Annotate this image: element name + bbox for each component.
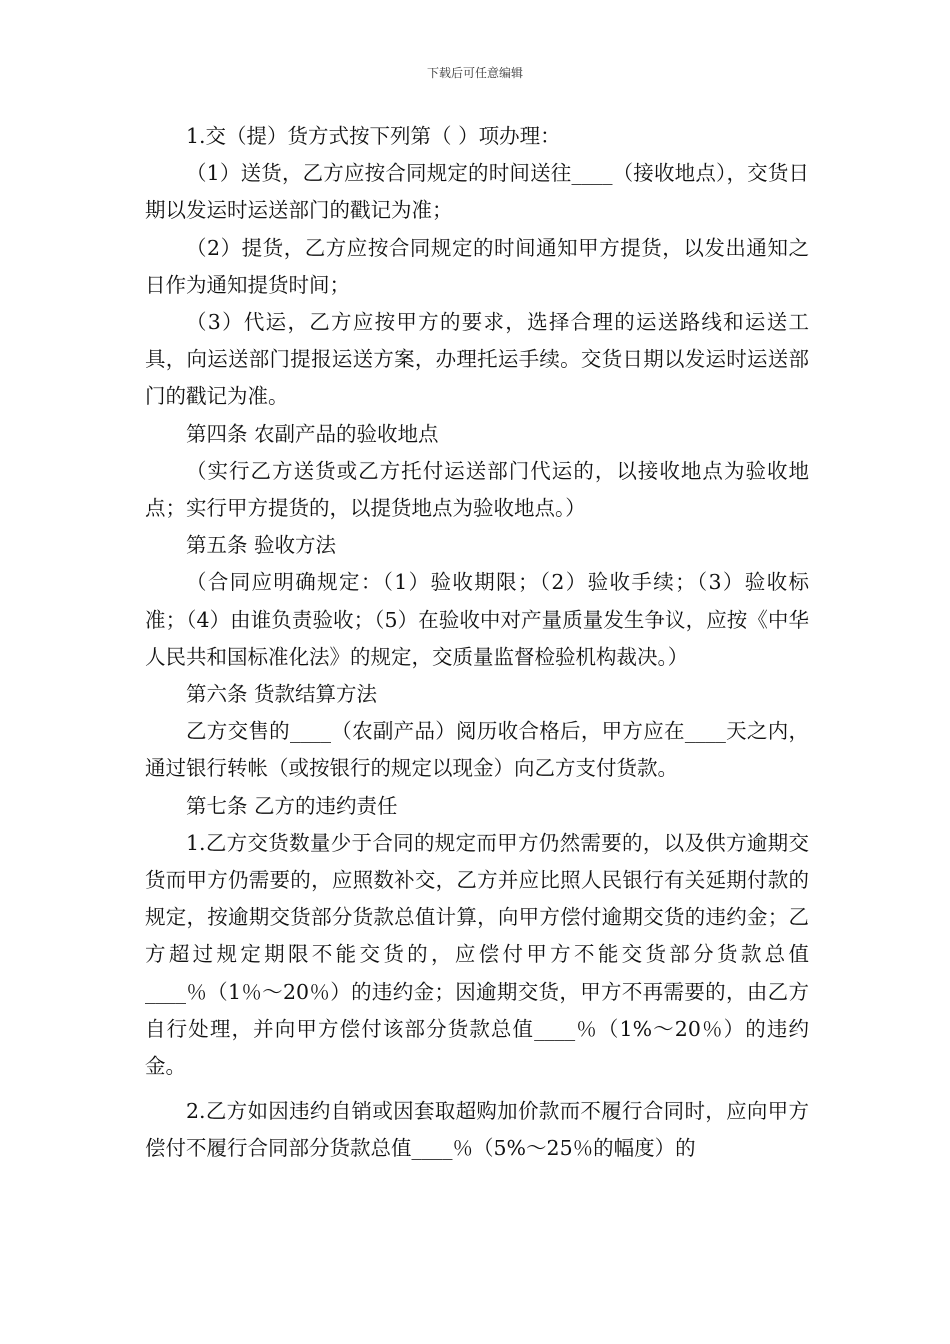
document-body — [145, 118, 809, 1168]
article-7-item-1: 1.乙方交货数量少于合同的规定而甲方仍然需要的，以及供方逾期交货而甲方仍需要的，应照数补交，乙方并应比照人民银行有关延期付款的规定，按逾期交货部分货款总值计算，向甲方偿付逾期交货的违约金；乙方超过规定期限不能交货的，应偿付甲方不能交货部分货款总值____％（1％～20％）的违约金；因逾期交货，甲方不再需要的，由乙方自行处理，并向甲方偿付该部分货款总值____％（1%～20％）的违约金。 — [145, 830, 809, 1079]
clause-delivery-option-2: （2）提货，乙方应按合同规定的时间通知甲方提货，以发出通知之日作为通知提货时间； — [145, 235, 809, 297]
article-4-body: （实行乙方送货或乙方托付运送部门代运的，以接收地点为验收地点；实行甲方提货的，以提货地点为验收地点。） — [145, 458, 809, 521]
article-6-body: 乙方交售的____（农副产品）阅历收合格后，甲方应在____天之内，通过银行转帐（或按银行的规定以现金）向乙方支付货款。 — [145, 719, 809, 781]
article-7-item-2: 2.乙方如因违约自销或因套取超购加价款而不履行合同时，应向甲方偿付不履行合同部分货款总值____％（5%～25％的幅度）的 — [145, 1099, 809, 1161]
article-4-heading: 第四条 农副产品的验收地点 — [186, 421, 439, 446]
clause-delivery-option-1: （1）送货，乙方应按合同规定的时间送往____（接收地点），交货日期以发运时运送部门的戳记为准； — [145, 161, 809, 223]
page-header: 下载后可任意编辑 — [426, 66, 523, 80]
article-7-heading: 第七条 乙方的违约责任 — [186, 793, 398, 818]
article-5-body: （合同应明确规定：（1）验收期限；（2）验收手续；（3）验收标准；（4）由谁负责验收；（5）在验收中对产量质量发生争议，应按《中华人民共和国标准化法》的规定，交质量监督检验机构裁决。） — [145, 570, 809, 669]
article-6-heading: 第六条 货款结算方法 — [186, 682, 378, 707]
clause-delivery-option-3: （3）代运，乙方应按甲方的要求，选择合理的运送路线和运送工具，向运送部门提报运送方案，办理托运手续。交货日期以发运时运送部门的戳记为准。 — [145, 310, 809, 409]
clause-delivery-method: 1.交（提）货方式按下列第（ ）项办理： — [186, 124, 561, 148]
article-5-heading: 第五条 验收方法 — [186, 533, 337, 558]
